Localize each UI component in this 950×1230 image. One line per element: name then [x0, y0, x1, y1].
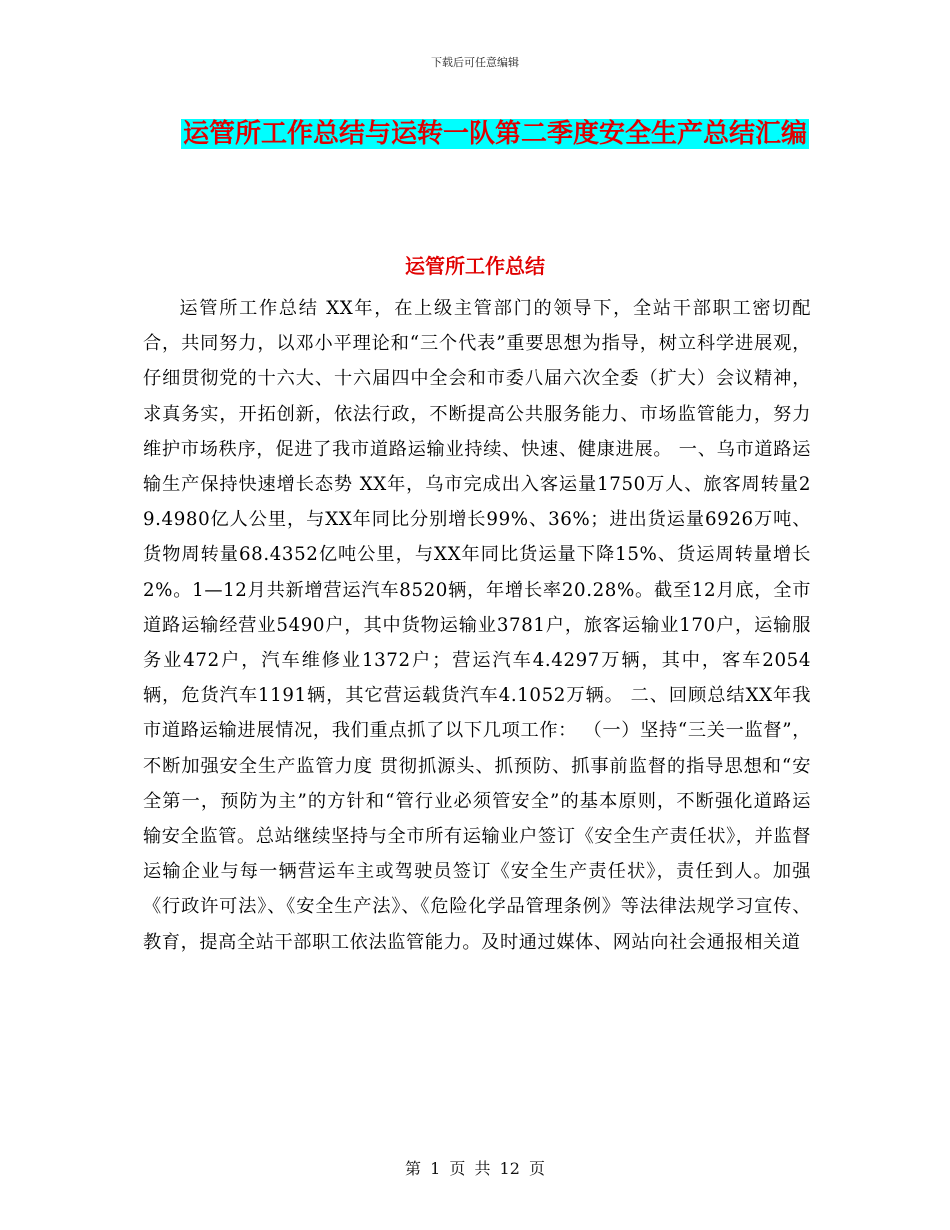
document-title — [175, 112, 815, 156]
section-title: 运管所工作总结 — [405, 254, 545, 278]
title-highlight: 运管所工作总结与运转一队第二季度安全生产总结汇编 — [182, 119, 807, 149]
page-footer: 第 1 页 共 12 页 — [405, 1159, 545, 1178]
body-paragraph: 运管所工作总结 XX年，在上级主管部门的领导下，全站干部职工密切配合，共同努力，以邓小平理论和“三个代表”重要思想为指导，树立科学进展观，仔细贯彻党的十六大、十六届四中全会和市委八届六次全委（扩大）会议精神，求真务实，开拓创新，依法行政，不断提高公共服务能力、市场监管能力，努力维护市场秩序，促进了我市道路运输业持续、快速、健康进展。 一、乌市道路运输生产保持快速增长态势 XX年，乌市完成出入客运量1750万人、旅客周转量29.4980亿人公里，与XX年同比分别增长99%、36%；进出货运量6926万吨、货物周转量68.4352亿吨公里，与XX年同比货运量下降15%、货运周转量增长2%。1—12月共新增营运汽车8520辆，年增长率20.28%。截至12月底，全市道路运输经营业5490户，其中货物运输业3781户，旅客运输业170户，运输服务业472户，汽车维修业1372户；营运汽车4.4297万辆，其中，客车2054辆，危货汽车1191辆，其它营运载货汽车4.1052万辆。 二、回顾总结XX年我市道路运输进展情况，我们重点抓了以下几项工作： （一）坚持“三关一监督”，不断加强安全生产监管力度 贯彻抓源头、抓预防、抓事前监督的指导思想和“安全第一，预防为主”的方针和“管行业必须管安全”的基本原则，不断强化道路运输安全监管。总站继续坚持与全市所有运输业户签订《安全生产责任状》，并监督运输企业与每一辆营运车主或驾驶员签订《安全生产责任状》，责任到人。加强《行政许可法》、《安全生产法》、《危险化学品管理条例》等法律法规学习宣传、教育，提高全站干部职工依法监管能力。及时通过媒体、网站向社会通报相关道 — [143, 298, 811, 953]
header-note: 下载后可任意编辑 — [431, 56, 519, 69]
